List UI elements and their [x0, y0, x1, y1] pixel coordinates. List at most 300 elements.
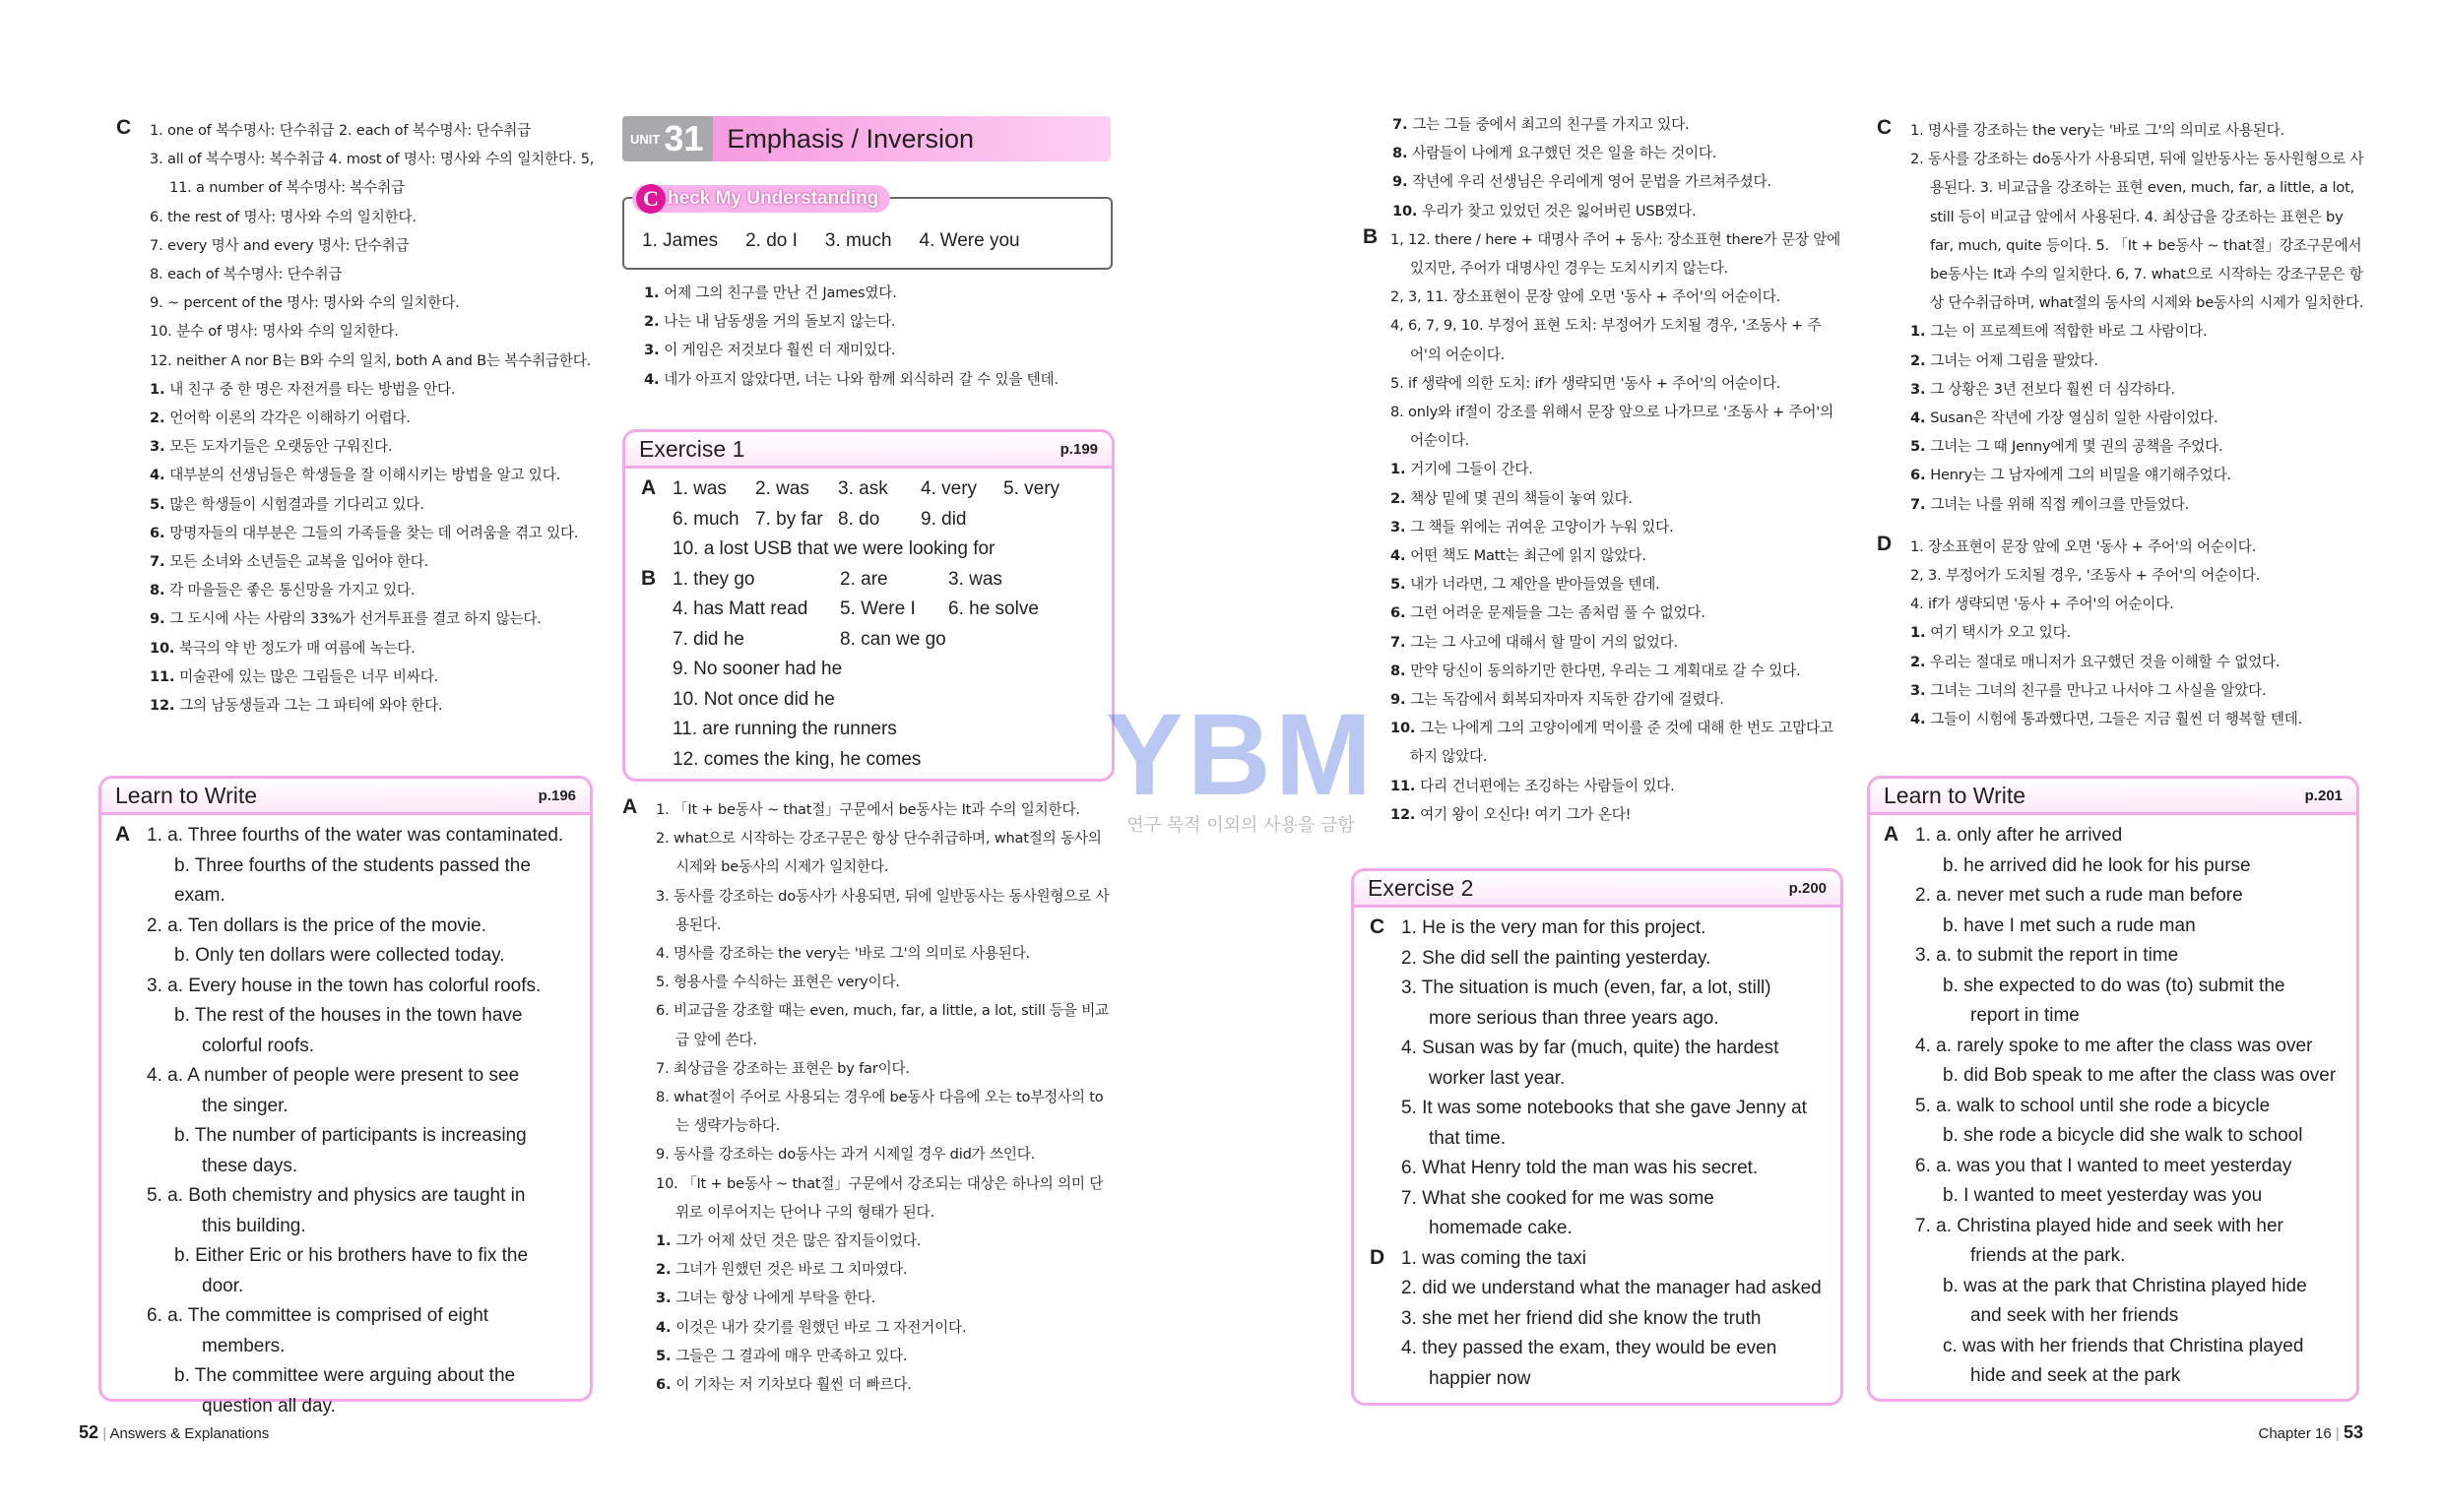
- note-line: 4. 명사를 강조하는 the very는 '바로 그'의 의미로 사용된다.: [656, 945, 1030, 963]
- answer-line: 6. What Henry told the man was his secret.: [1401, 1158, 1759, 1178]
- item-number: 8.: [1390, 662, 1411, 679]
- answer-line: b. was at the park that Christina played hide: [1943, 1275, 2307, 1296]
- answer-line: these days.: [202, 1155, 298, 1176]
- item-text: 그녀가 원했던 것은 바로 그 치마였다.: [675, 1261, 908, 1279]
- answer-item: 5. very: [1003, 478, 1060, 499]
- note-line: 4, 6, 7, 9, 10. 부정어 표현 도치: 부정어가 도치될 경우, '조동사 + 주어'의 어순이다.: [1390, 317, 1822, 363]
- answer-line: 1. a. Three fourths of the water was contaminated.: [147, 825, 564, 846]
- box-page-ref: p.199: [1060, 440, 1098, 458]
- translation-line: [1392, 197, 1849, 225]
- item-text: 거기에 그들이 간다.: [1410, 461, 1533, 478]
- item-number: 5.: [1390, 576, 1411, 594]
- answer-item: 10. a lost USB that we were looking for: [673, 538, 996, 559]
- box-header: [1354, 871, 1840, 908]
- exercise-2-box: [1351, 868, 1843, 1406]
- column-3: [1357, 110, 1849, 829]
- page-number-right: 53: [2343, 1422, 2363, 1442]
- translation-line: [644, 307, 1115, 336]
- translation-line: [1390, 513, 1849, 541]
- item-text: 모든 소녀와 소년들은 교복을 입어야 한다.: [169, 553, 429, 571]
- exercise-2-d: [1401, 1244, 1829, 1395]
- translation-line: [1910, 375, 2365, 404]
- translation-line: [150, 375, 599, 404]
- item-number: 2.: [1910, 351, 1931, 369]
- answer-line: 3. a. Every house in the town has colorful roofs.: [147, 975, 542, 996]
- answer-item: 4. very: [921, 478, 978, 499]
- item-number: 2.: [656, 1261, 676, 1279]
- note-line: 7. every 명사 and every 명사: 단수취급: [150, 236, 410, 254]
- translation-line: [644, 365, 1115, 394]
- translation-line: [150, 432, 599, 461]
- note-line: 5. 형용사를 수식하는 표현은 very이다.: [656, 974, 900, 991]
- section-letter: B: [1363, 224, 1379, 248]
- answer-line: 5. a. walk to school until she rode a bicycle: [1915, 1095, 2271, 1116]
- exercise-1-b: [673, 565, 1100, 776]
- check-understanding-box: [622, 186, 1113, 270]
- note-line: 2, 3, 11. 장소표현이 문장 앞에 오면 '동사 + 주어'의 어순이다.: [1390, 288, 1781, 306]
- item-text: 그녀는 어제 그림을 팔았다.: [1930, 351, 2098, 369]
- translation-line: [656, 1255, 1115, 1284]
- translation-line: [1390, 657, 1849, 685]
- note-line: 1. 장소표현이 문장 앞에 오면 '동사 + 주어'의 어순이다.: [1910, 537, 2257, 555]
- item-text: 그는 나에게 그의 고양이에게 먹이를 준 것에 대해 한 번도 고맙다고 하지 않았다.: [1410, 720, 1833, 766]
- item-number: 4.: [644, 370, 665, 388]
- item-text: 그런 어려운 문제들을 그는 좀처럼 풀 수 없었다.: [1410, 604, 1705, 622]
- note-line: 8. each of 복수명사: 단수취급: [150, 266, 343, 284]
- item-text: 그녀는 그 때 Jenny에게 몇 권의 공책을 주었다.: [1930, 438, 2223, 456]
- answer-line: homemade cake.: [1429, 1218, 1573, 1238]
- b-sentences-list: [1357, 455, 1849, 829]
- box-header: [101, 779, 590, 815]
- item-text: 그들이 시험에 통과했다면, 그들은 지금 훨씬 더 행복할 텐데.: [1930, 711, 2303, 728]
- item-text: 이것은 내가 갖기를 원했던 바로 그 자전거이다.: [675, 1318, 967, 1336]
- item-number: 2.: [1910, 653, 1931, 670]
- note-line: 3. 동사를 강조하는 do동사가 사용되면, 뒤에 일반동사는 동사원형으로 사용된다.: [656, 887, 1110, 933]
- item-number: 3.: [1910, 380, 1931, 398]
- answer-item: 9. did: [921, 508, 967, 530]
- section-letter: C: [116, 116, 132, 139]
- watermark-text: 연구 목적 이외의 사용을 금함: [1126, 815, 1355, 836]
- item-number: 12.: [1390, 805, 1421, 823]
- item-number: 6.: [150, 524, 170, 541]
- c-notes-list: [116, 116, 599, 375]
- answer-line: b. did Bob speak to me after the class was over: [1943, 1065, 2337, 1086]
- translation-line: [1910, 648, 2365, 676]
- translation-line: [150, 547, 599, 576]
- item-number: 5.: [656, 1347, 676, 1364]
- answer-line: 4. they passed the exam, they would be even: [1401, 1338, 1777, 1358]
- answer-line: b. Only ten dollars were collected today.: [174, 945, 505, 966]
- item-number: 8.: [1392, 145, 1413, 162]
- b-notes-list: [1357, 225, 1849, 456]
- item-number: 1.: [1910, 323, 1931, 341]
- note-line: 2. 동사를 강조하는 do동사가 사용되면, 뒤에 일반동사는 동사원형으로 사용된다. 3. 비교급을 강조하는 표현 even, much, far, a little, a lot, still 등이 비교급 앞에서 사용된다. 4. 최상급을 강조하는 표현은 by far, much, quite 등이다. 5. 「It + be동사 ~ that절」강조구문에서 be동사는 It과 수의 일치한다. 6, 7. what으로 시작하는 강조구문은 항상 단수취급하며, what절의 동사의 시제와 be동사의 시제가 일치한다.: [1910, 151, 2364, 312]
- check-answer: 2. do I: [745, 230, 798, 251]
- translation-line: [1910, 404, 2365, 432]
- answer-item: 4. has Matt read: [673, 598, 808, 619]
- item-number: 8.: [150, 582, 170, 599]
- item-number: 1.: [656, 1232, 676, 1250]
- item-text: 이 게임은 저것보다 훨씬 더 재미있다.: [664, 342, 896, 359]
- item-text: 그는 그들 중에서 최고의 친구를 가지고 있다.: [1412, 116, 1690, 133]
- box-title: Learn to Write: [115, 782, 258, 808]
- answer-line: 7. a. Christina played hide and seek with her: [1915, 1215, 2283, 1236]
- translation-line: [1390, 570, 1849, 598]
- answer-line: the singer.: [202, 1095, 289, 1116]
- answer-line: 7. What she cooked for me was some: [1401, 1187, 1714, 1209]
- translation-line: [1390, 541, 1849, 570]
- answer-row: [673, 655, 1100, 685]
- item-text: Susan은 작년에 가장 열심히 일한 사람이었다.: [1930, 410, 2218, 427]
- item-text: 언어학 이론의 각각은 이해하기 어렵다.: [169, 410, 411, 427]
- item-text: 그 책들 위에는 귀여운 고양이가 누워 있다.: [1410, 518, 1674, 536]
- translation-line: [1390, 714, 1849, 771]
- answer-row: [673, 474, 1100, 505]
- answer-item: 9. No sooner had he: [673, 659, 843, 679]
- box-page-ref: p.201: [2304, 787, 2343, 804]
- answer-line: 3. she met her friend did she know the truth: [1401, 1307, 1762, 1329]
- item-text: 어제 그의 친구를 만난 건 James였다.: [664, 284, 897, 301]
- d-sentences-list: [1877, 618, 2365, 733]
- answer-item: 1. they go: [673, 568, 755, 590]
- translation-line: [1390, 685, 1849, 714]
- box-body: [625, 469, 1112, 779]
- answer-row: [673, 535, 1100, 565]
- item-text: 그가 어제 샀던 것은 많은 잡지들이었다.: [675, 1232, 922, 1250]
- section-c-left: [116, 116, 599, 720]
- exercise-1-a: [673, 474, 1100, 565]
- translation-line: [1910, 705, 2365, 733]
- item-text: 그 도시에 사는 사람의 33%가 선거투표를 결코 하지 않는다.: [169, 610, 542, 628]
- box-title: Exercise 2: [1368, 874, 1474, 901]
- item-number: 10.: [1390, 720, 1421, 737]
- item-text: 그는 그 사고에 대해서 할 말이 거의 없었다.: [1410, 633, 1678, 651]
- answer-row: [673, 625, 1100, 656]
- item-text: 네가 아프지 않았다면, 너는 나와 함께 외식하러 갈 수 있을 텐데.: [664, 370, 1059, 388]
- translation-line: [150, 490, 599, 519]
- answer-item: 8. do: [838, 508, 880, 530]
- item-number: 7.: [1390, 633, 1411, 651]
- answer-line: colorful roofs.: [202, 1035, 315, 1056]
- answer-line: more serious than three years ago.: [1429, 1007, 1719, 1029]
- answer-line: door.: [202, 1275, 244, 1296]
- translation-line: [1910, 346, 2365, 375]
- item-text: 그의 남동생들과 그는 그 파티에 와야 한다.: [179, 697, 443, 715]
- item-number: 10.: [1392, 202, 1423, 220]
- translation-line: [150, 691, 599, 720]
- item-text: 대부분의 선생님들은 학생들을 잘 이해시키는 방법을 알고 있다.: [169, 467, 561, 484]
- item-text: 그 상황은 3년 전보다 훨씬 더 심각하다.: [1930, 380, 2175, 398]
- check-label-text: heck My Understanding: [668, 188, 879, 209]
- item-text: 어떤 책도 Matt는 최근에 읽지 않았다.: [1410, 547, 1646, 565]
- translation-line: [1910, 317, 2365, 346]
- item-text: 모든 도자기들은 오랫동안 구워진다.: [169, 438, 393, 456]
- note-line: 1. 명사를 강조하는 the very는 '바로 그'의 의미로 사용된다.: [1910, 122, 2284, 139]
- section-letter: A: [115, 823, 131, 846]
- item-number: 7.: [150, 553, 170, 571]
- c-sentences-list: [116, 375, 599, 720]
- check-answers: [642, 230, 1020, 252]
- note-line: 3. all of 복수명사: 복수취급 4. most of 명사: 명사와 수의 일치한다. 5, 11. a number of 복수명사: 복수취급: [150, 151, 595, 197]
- footer-right-text: Chapter 16: [2258, 1425, 2332, 1442]
- note-line: 9. ~ percent of the 명사: 명사와 수의 일치한다.: [150, 294, 460, 312]
- answer-item: 2. are: [840, 568, 888, 590]
- answer-item: 5. Were I: [840, 598, 916, 619]
- item-text: Henry는 그 남자에게 그의 비밀을 얘기해주었다.: [1930, 467, 2231, 484]
- item-number: 5.: [150, 495, 170, 513]
- exercise-1-box: [622, 429, 1115, 782]
- item-number: 7.: [1910, 495, 1931, 513]
- item-number: 4.: [150, 467, 170, 484]
- item-number: 4.: [1910, 410, 1931, 427]
- item-number: 3.: [656, 1290, 676, 1307]
- footer-left-text: Answers & Explanations: [109, 1425, 270, 1442]
- answer-line: 4. a. A number of people were present to see: [147, 1065, 520, 1086]
- item-number: 6.: [656, 1376, 676, 1394]
- note-line: 4. if가 생략되면 '동사 + 주어'의 어순이다.: [1910, 596, 2174, 613]
- item-number: 1.: [150, 380, 170, 398]
- column-1: [116, 116, 599, 720]
- answer-row: [673, 565, 1100, 596]
- section-letter: C: [1877, 116, 1893, 139]
- ltw-list: [147, 821, 578, 1421]
- answer-line: happier now: [1429, 1367, 1531, 1389]
- translation-line: [1390, 800, 1849, 829]
- answer-row: [673, 595, 1100, 625]
- answer-line: this building.: [202, 1215, 306, 1236]
- answer-line: b. The rest of the houses in the town have: [174, 1005, 523, 1026]
- answer-line: 3. The situation is much (even, far, a lot, still): [1401, 977, 1771, 998]
- section-letter: D: [1370, 1245, 1385, 1269]
- c-notes-list: [1877, 116, 2365, 317]
- translation-line: [1910, 490, 2365, 519]
- item-text: 내 친구 중 한 명은 자전거를 타는 방법을 안다.: [169, 380, 456, 398]
- item-text: 그는 독감에서 회복되자마자 지독한 감기에 걸렸다.: [1410, 691, 1724, 709]
- item-number: 3.: [1390, 518, 1411, 536]
- note-line: 2. what으로 시작하는 강조구문은 항상 단수취급하며, what절의 동사의 시제와 be동사의 시제가 일치한다.: [656, 830, 1102, 876]
- item-number: 12.: [150, 697, 180, 715]
- note-line: 10. 「It + be동사 ~ that절」구문에서 강조되는 대상은 하나의 의미 단위로 이루어지는 단어나 구의 형태가 된다.: [656, 1174, 1104, 1221]
- item-number: 10.: [150, 639, 180, 657]
- answer-line: and seek with her friends: [1970, 1305, 2179, 1326]
- d-notes-list: [1877, 533, 2365, 619]
- answer-line: b. he arrived did he look for his purse: [1943, 854, 2251, 876]
- exercise-2-c: [1401, 914, 1829, 1244]
- check-answer: 1. James: [642, 230, 719, 251]
- answer-line: 1. was coming the taxi: [1401, 1247, 1586, 1269]
- item-text: 그는 이 프로젝트에 적합한 바로 그 사람이다.: [1930, 323, 2208, 341]
- page-number-left: 52: [79, 1422, 99, 1442]
- item-number: 1.: [1390, 461, 1411, 478]
- answer-item: 6. he solve: [948, 598, 1039, 619]
- item-text: 여기 왕이 오신다! 여기 그가 온다!: [1420, 805, 1632, 823]
- item-text: 사람들이 나에게 요구했던 것은 일을 하는 것이다.: [1412, 145, 1717, 162]
- item-text: 많은 학생들이 시험결과를 기다리고 있다.: [169, 495, 424, 513]
- translation-line: [656, 1227, 1115, 1255]
- answer-row: [673, 745, 1100, 776]
- answer-line: 2. a. Ten dollars is the price of the movie.: [147, 914, 486, 936]
- item-text: 그녀는 그녀의 친구를 만나고 나서야 그 사실을 알았다.: [1930, 681, 2267, 699]
- section-c-right: [1877, 116, 2365, 519]
- answer-line: 6. a. The committee is comprised of eight: [147, 1305, 489, 1326]
- unit-word: UNIT: [630, 131, 661, 147]
- column-2-lower: [622, 795, 1115, 1399]
- note-line: 9. 동사를 강조하는 do동사는 과거 시제일 경우 did가 쓰인다.: [656, 1146, 1036, 1164]
- translation-line: [1392, 110, 1849, 139]
- item-number: 3.: [644, 342, 665, 359]
- item-number: 9.: [1392, 173, 1413, 191]
- box-body: [101, 815, 590, 1425]
- item-number: 2.: [644, 313, 665, 331]
- translation-line: [644, 336, 1115, 364]
- check-answer: 4. Were you: [919, 230, 1020, 251]
- answer-line: report in time: [1970, 1005, 2080, 1026]
- answer-line: hide and seek at the park: [1970, 1365, 2181, 1386]
- translation-line: [1390, 484, 1849, 513]
- note-line: 8. only와 if절이 강조를 위해서 문장 앞으로 나가므로 '조동사 + 주어'의 어순이다.: [1390, 404, 1833, 450]
- item-number: 9.: [1390, 691, 1411, 709]
- learn-to-write-box-right: [1867, 776, 2359, 1402]
- column-4: [1877, 116, 2365, 733]
- item-text: 망명자들의 대부분은 그들의 가족들을 찾는 데 어려움을 겪고 있다.: [169, 524, 579, 541]
- translation-line: [1390, 628, 1849, 657]
- item-text: 책상 밑에 몇 권의 책들이 놓여 있다.: [1410, 489, 1633, 507]
- translation-line: [644, 279, 1115, 307]
- translation-line: [656, 1370, 1115, 1399]
- answer-line: b. have I met such a rude man: [1943, 914, 2196, 936]
- answer-item: 7. by far: [755, 508, 823, 530]
- note-line: 8. what절이 주어로 사용되는 경우에 be동사 다음에 오는 to부정사의 to는 생략가능하다.: [656, 1089, 1104, 1135]
- answer-line: 4. Susan was by far (much, quite) the hardest: [1401, 1038, 1779, 1058]
- item-number: 1.: [1910, 624, 1931, 642]
- item-number: 7.: [1392, 116, 1413, 133]
- item-text: 각 마을들은 좋은 통신망을 가지고 있다.: [169, 582, 416, 599]
- item-text: 그녀는 나를 위해 직접 케이크를 만들었다.: [1930, 495, 2190, 513]
- section-letter: A: [1884, 823, 1899, 846]
- unit-badge: [622, 116, 713, 161]
- check-answer: 3. much: [824, 230, 892, 251]
- answer-row: [673, 505, 1100, 536]
- answer-line: 5. It was some notebooks that she gave Jenny at: [1401, 1098, 1807, 1118]
- item-text: 내가 너라면, 그 제안을 받아들였을 텐데.: [1410, 576, 1660, 594]
- answer-line: worker last year.: [1429, 1067, 1566, 1089]
- answer-line: 1. a. only after he arrived: [1915, 825, 2123, 846]
- translation-line: [150, 576, 599, 604]
- item-text: 다리 건너편에는 조깅하는 사람들이 있다.: [1420, 777, 1675, 794]
- a-notes-list: [622, 795, 1115, 1227]
- learn-to-write-box-left: [98, 776, 593, 1417]
- translation-line: [1390, 772, 1849, 800]
- c-sentences-list: [1877, 317, 2365, 518]
- translation-line: [150, 634, 599, 662]
- translation-line: [150, 604, 599, 633]
- answer-line: 1. He is the very man for this project.: [1401, 917, 1706, 938]
- answer-row: [673, 715, 1100, 745]
- box-page-ref: p.196: [538, 787, 576, 804]
- translation-line: [150, 461, 599, 489]
- unit-title: Emphasis / Inversion: [727, 123, 974, 154]
- note-line: 1. 「It + be동사 ~ that절」구문에서 be동사는 It과 수의 일치한다.: [656, 801, 1080, 818]
- answer-line: 3. a. to submit the report in time: [1915, 945, 2179, 966]
- ltw-list: [1915, 821, 2345, 1392]
- box-body: [1870, 815, 2356, 1396]
- section-letter: A: [641, 476, 657, 499]
- answer-line: b. I wanted to meet yesterday was you: [1943, 1185, 2263, 1206]
- check-label: [632, 185, 890, 213]
- answer-line: b. she expected to do was (to) submit the: [1943, 975, 2285, 996]
- item-text: 그녀는 항상 나에게 부탁을 한다.: [675, 1290, 876, 1307]
- box-header: [1870, 779, 2356, 815]
- answer-line: friends at the park.: [1970, 1245, 2126, 1266]
- answer-item: 10. Not once did he: [673, 688, 835, 710]
- column-2: [622, 279, 1115, 394]
- note-line: 5. if 생략에 의한 도치: if가 생략되면 '동사 + 주어'의 어순이다.: [1390, 374, 1781, 392]
- top-sentences: [1357, 110, 1849, 225]
- note-line: 10. 분수 of 명사: 명사와 수의 일치한다.: [150, 323, 399, 341]
- item-text: 만약 당신이 동의하기만 한다면, 우리는 그 계획대로 갈 수 있다.: [1410, 662, 1801, 679]
- item-number: 11.: [150, 667, 180, 685]
- answer-item: 11. are running the runners: [673, 719, 897, 739]
- item-number: 1.: [644, 284, 665, 301]
- translation-line: [656, 1313, 1115, 1342]
- translation-line: [1390, 598, 1849, 627]
- item-text: 미술관에 있는 많은 그림들은 너무 비싸다.: [179, 667, 439, 685]
- answer-item: 6. much: [673, 508, 739, 530]
- answer-line: 2. a. never met such a rude man before: [1915, 885, 2243, 906]
- item-text: 우리가 찾고 있었던 것은 잃어버린 USB였다.: [1422, 202, 1697, 220]
- translation-line: [150, 519, 599, 547]
- translation-line: [1390, 455, 1849, 483]
- note-line: 6. the rest of 명사: 명사와 수의 일치한다.: [150, 208, 417, 225]
- box-page-ref: p.200: [1788, 879, 1827, 897]
- item-number: 3.: [150, 438, 170, 456]
- answer-line: b. The number of participants is increasing: [174, 1125, 527, 1146]
- answer-line: 6. a. was you that I wanted to meet yesterday: [1915, 1155, 2292, 1176]
- item-number: 6.: [1390, 604, 1411, 622]
- note-line: 1, 12. there / here + 대명사 주어 + 동사: 장소표현 there가 문장 앞에 있지만, 주어가 대명사인 경우는 도치시키지 않는다.: [1390, 230, 1840, 278]
- answer-item: 1. was: [673, 478, 727, 499]
- section-letter: A: [622, 795, 638, 818]
- note-line: 7. 최상급을 강조하는 표현은 by far이다.: [656, 1059, 910, 1077]
- translation-line: [1392, 167, 1849, 196]
- a-sentences-list: [622, 1227, 1115, 1399]
- answer-line: 2. did we understand what the manager had asked: [1401, 1278, 1822, 1298]
- note-line: 12. neither A nor B는 B와 수의 일치, both A and B는 복수취급한다.: [150, 351, 592, 369]
- answer-line: b. she rode a bicycle did she walk to school: [1943, 1125, 2303, 1146]
- section-letter: C: [1370, 915, 1385, 938]
- answer-line: members.: [202, 1335, 286, 1356]
- note-line: 2, 3. 부정어가 도치될 경우, '조동사 + 주어'의 어순이다.: [1910, 567, 2261, 585]
- item-text: 이 기차는 저 기차보다 훨씬 더 빠르다.: [675, 1376, 912, 1394]
- footer-left: 52 | Answers & Explanations: [79, 1422, 270, 1442]
- item-text: 그들은 그 결과에 매우 만족하고 있다.: [675, 1347, 908, 1364]
- item-text: 여기 택시가 오고 있다.: [1930, 624, 2072, 642]
- note-line: 1. one of 복수명사: 단수취급 2. each of 복수명사: 단수취급: [150, 122, 532, 139]
- answer-line: b. The committee were arguing about the: [174, 1365, 516, 1386]
- answer-item: 7. did he: [673, 628, 744, 650]
- item-text: 북극의 약 반 정도가 매 여름에 녹는다.: [179, 639, 416, 657]
- unit-number: 31: [664, 118, 704, 158]
- answer-line: that time.: [1429, 1127, 1507, 1149]
- item-number: 6.: [1910, 467, 1931, 484]
- answer-line: 5. a. Both chemistry and physics are taught in: [147, 1185, 526, 1206]
- unit-header: [622, 116, 1111, 161]
- item-number: 2.: [150, 410, 170, 427]
- translation-line: [1910, 676, 2365, 705]
- answer-item: 8. can we go: [840, 628, 946, 650]
- answer-item: 3. was: [948, 568, 1002, 590]
- item-number: 4.: [656, 1318, 676, 1336]
